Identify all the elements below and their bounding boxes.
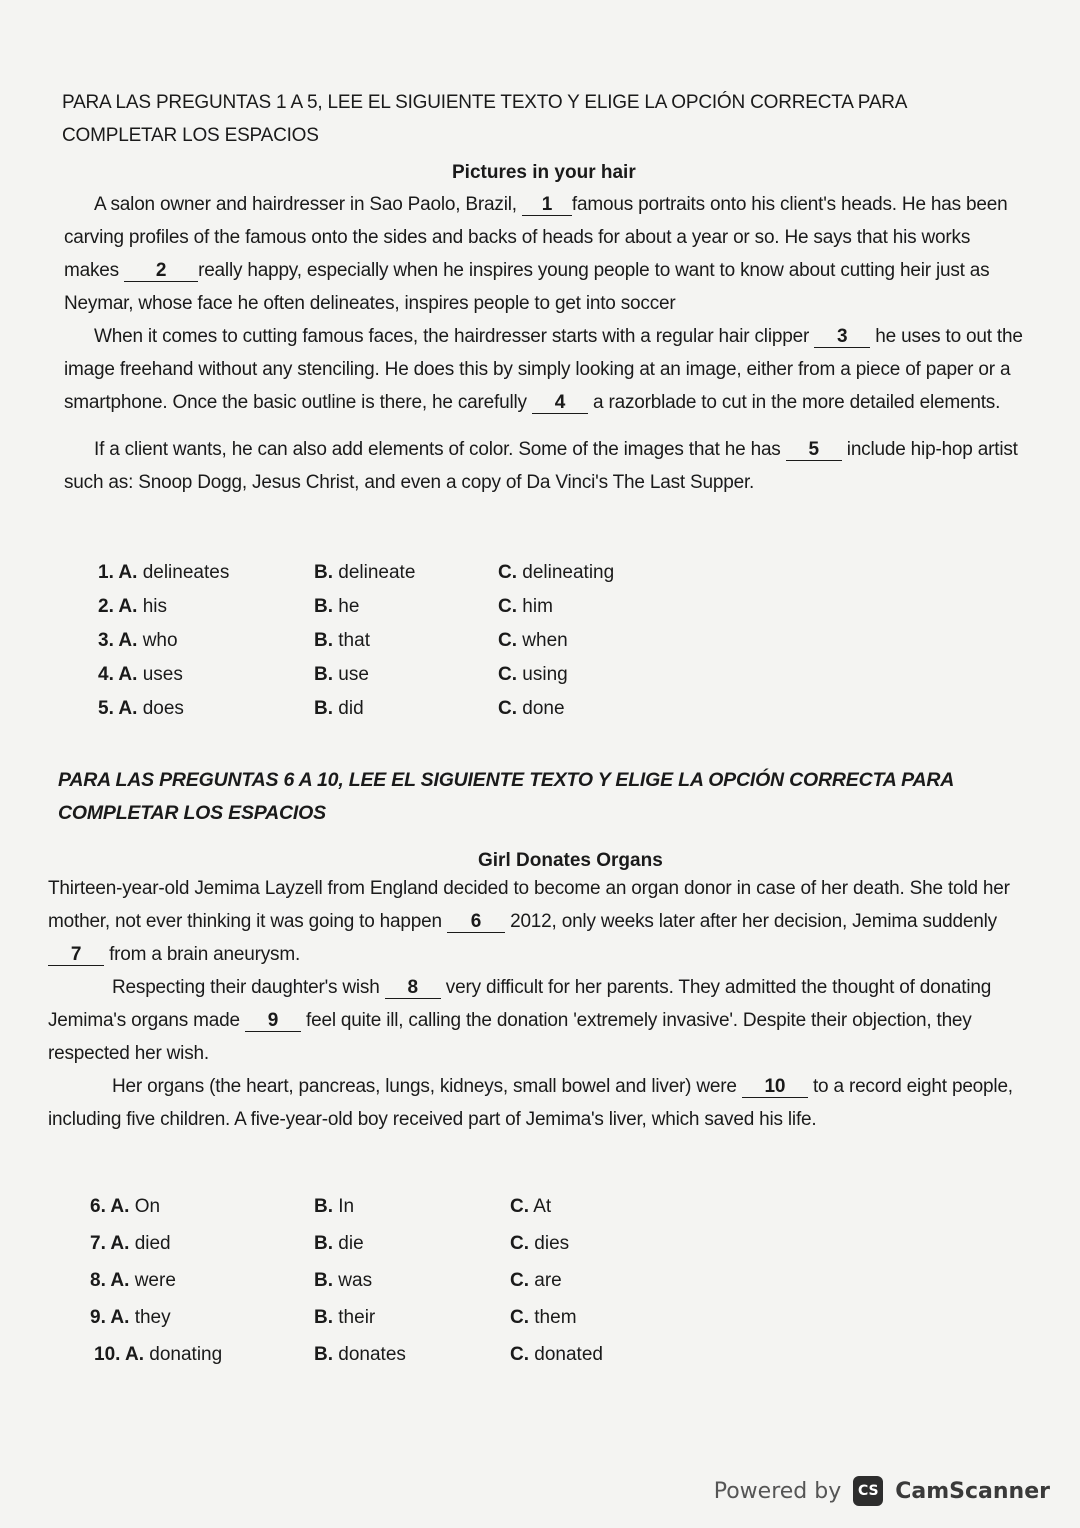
option-6b[interactable]: B. In [314, 1196, 355, 1217]
question-2-options [98, 596, 698, 630]
option-4b[interactable]: B. use [314, 664, 369, 685]
question-3-options [98, 630, 698, 664]
option-2a[interactable]: 2. A. his [98, 596, 167, 617]
blank-10: 10 [742, 1077, 808, 1098]
question-10-options [90, 1344, 710, 1381]
section2-instruction-line1: PARA LAS PREGUNTAS 6 A 10, LEE EL SIGUIENTE TEXTO Y ELIGE LA OPCIÓN CORRECTA PARA [58, 769, 955, 791]
section1-instruction [62, 86, 1022, 152]
question-7-options [90, 1233, 710, 1270]
question-5-options [98, 698, 698, 732]
blank-7: 7 [48, 945, 104, 966]
blank-6: 6 [447, 912, 505, 933]
option-5b[interactable]: B. did [314, 698, 364, 719]
question-6-options [90, 1196, 710, 1233]
option-3a[interactable]: 3. A. who [98, 630, 178, 651]
option-10b[interactable]: B. donates [314, 1344, 406, 1365]
section1-paragraph-2: When it comes to cutting famous faces, the hairdresser starts with a regular hair clipper 3 he uses to out the image freehand without any stenciling. He does this by simply looking at an image, either from a piece of paper or a smartphone. Once the basic outline is there, he carefully 4 a razorblade to cut in the more detailed elements. [64, 326, 1023, 413]
blank-4: 4 [532, 393, 588, 414]
option-9a[interactable]: 9. A. they [90, 1307, 171, 1328]
option-1a[interactable]: 1. A. delineates [98, 562, 230, 583]
question-9-options [90, 1307, 710, 1344]
option-7b[interactable]: B. die [314, 1233, 364, 1254]
section2-paragraph-3: Her organs (the heart, pancreas, lungs, kidneys, small bowel and liver) were 10 to a record eight people, including five children. A five-year-old boy received part of Jemima's liver, which saved his life. [48, 1076, 1013, 1130]
option-5c[interactable]: C. done [498, 698, 565, 719]
option-9b[interactable]: B. their [314, 1307, 376, 1328]
section2-instruction-line2: COMPLETAR LOS ESPACIOS [58, 802, 326, 824]
option-8c[interactable]: C. are [510, 1270, 562, 1291]
blank-5: 5 [786, 440, 842, 461]
option-10a[interactable]: 10. A. donating [94, 1344, 223, 1365]
option-4a[interactable]: 4. A. uses [98, 664, 183, 685]
section2-paragraph-2: Respecting their daughter's wish 8 very difficult for her parents. They admitted the thought of donating Jemima's organs made 9 feel quite ill, calling the donation 'extremely invasive'. Despite their objection, they respected her wish. [48, 977, 992, 1064]
blank-9: 9 [245, 1011, 301, 1032]
option-5a[interactable]: 5. A. does [98, 698, 184, 719]
option-2c[interactable]: C. him [498, 596, 553, 617]
section1-instruction-line2: COMPLETAR LOS ESPACIOS [62, 125, 319, 146]
powered-by-label: Powered by [713, 1478, 842, 1504]
option-2b[interactable]: B. he [314, 596, 360, 617]
option-3c[interactable]: C. when [498, 630, 568, 651]
option-7a[interactable]: 7. A. died [90, 1233, 171, 1254]
option-9c[interactable]: C. them [510, 1307, 577, 1328]
section1-title: Pictures in your hair [452, 162, 636, 183]
option-1b[interactable]: B. delineate [314, 562, 416, 583]
blank-2: 2 [124, 261, 198, 282]
blank-3: 3 [814, 327, 870, 348]
option-8b[interactable]: B. was [314, 1270, 373, 1291]
section1-options [98, 562, 698, 732]
question-1-options [98, 562, 698, 596]
camscanner-logo-icon: CS [853, 1476, 883, 1506]
section2-title: Girl Donates Organs [478, 850, 663, 871]
section1-instruction-line1: PARA LAS PREGUNTAS 1 A 5, LEE EL SIGUIENTE TEXTO Y ELIGE LA OPCIÓN CORRECTA PARA [62, 92, 908, 113]
question-4-options [98, 664, 698, 698]
option-10c[interactable]: C. donated [510, 1344, 603, 1365]
section2-paragraph-1: Thirteen-year-old Jemima Layzell from England decided to become an organ donor in case of her death. She told her mother, not ever thinking it was going to happen 6 2012, only weeks later after her decision, Jemima suddenly 7 from a brain aneurysm. [48, 878, 1010, 965]
option-6c[interactable]: C. At [510, 1196, 552, 1217]
camscanner-name: CamScanner [895, 1478, 1050, 1504]
question-8-options [90, 1270, 710, 1307]
option-3b[interactable]: B. that [314, 630, 370, 651]
section1-passage [64, 188, 1024, 499]
option-7c[interactable]: C. dies [510, 1233, 570, 1254]
camscanner-watermark [714, 1476, 1050, 1506]
option-8a[interactable]: 8. A. were [90, 1270, 176, 1291]
blank-1: 1 [522, 195, 572, 216]
section1-paragraph-3: If a client wants, he can also add elements of color. Some of the images that he has 5 include hip-hop artist such as: Snoop Dogg, Jesus Christ, and even a copy of Da Vinci's The Last Supper. [64, 439, 1018, 493]
section2-passage [48, 872, 1038, 1136]
option-1c[interactable]: C. delineating [498, 562, 615, 583]
option-4c[interactable]: C. using [498, 664, 568, 685]
blank-8: 8 [385, 978, 441, 999]
section2-options [90, 1196, 710, 1381]
section2-instruction [58, 764, 1048, 830]
section1-paragraph-1: A salon owner and hairdresser in Sao Paolo, Brazil, 1 famous portraits onto his client's heads. He has been carving profiles of the famous onto the sides and backs of heads for about a year or so. He says that his works makes 2 really happy, especially when he inspires young people to want to know about cutting heir just as Neymar, whose face he often delineates, inspires people to get into soccer [64, 194, 1008, 314]
option-6a[interactable]: 6. A. On [90, 1196, 161, 1217]
